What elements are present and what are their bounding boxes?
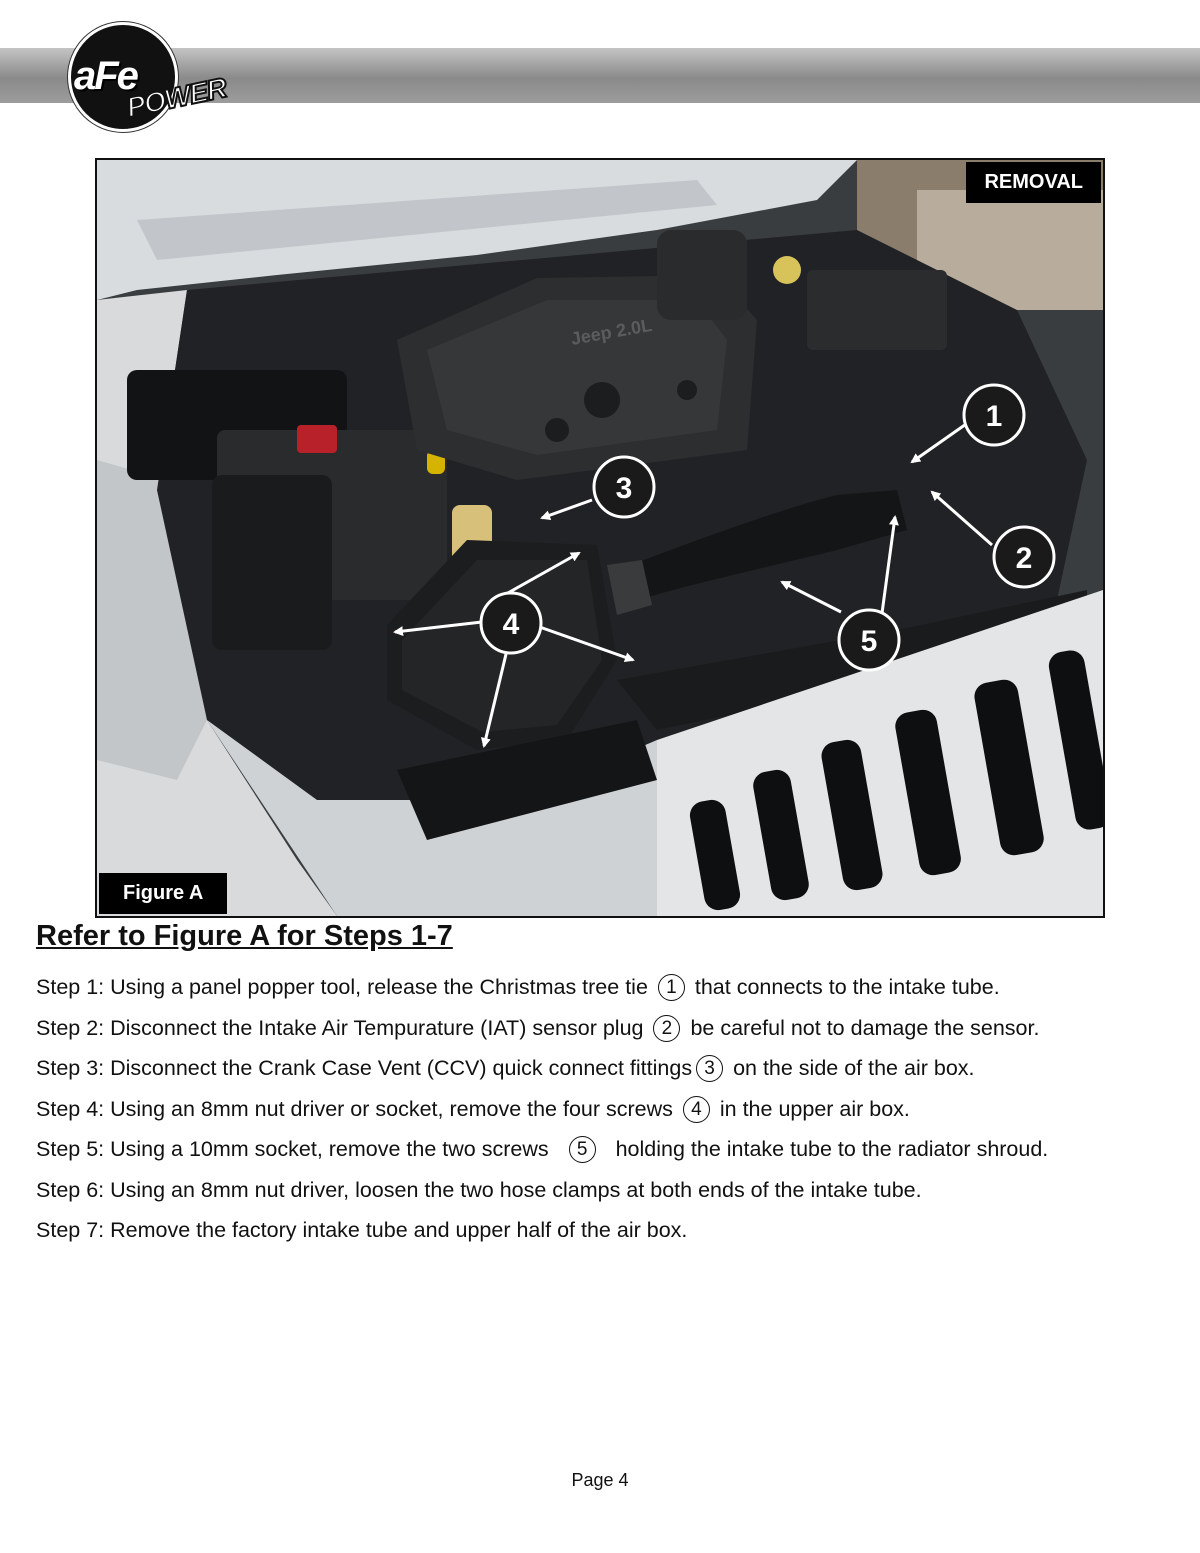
callout-4-label: 4 [502, 608, 520, 641]
step-1-callout: 1 [658, 974, 685, 1001]
callout-3 [594, 457, 654, 517]
step-7 [36, 1213, 1186, 1254]
step-2-text: Step 2: Disconnect the Intake Air Tempurature (IAT) sensor plug [36, 1015, 644, 1040]
section-heading: Refer to Figure A for Steps 1-7 [36, 920, 453, 952]
step-4 [36, 1092, 1186, 1133]
step-4-callout: 4 [683, 1096, 710, 1123]
step-4-text: Step 4: Using an 8mm nut driver or socket, remove the four screws [36, 1096, 673, 1121]
step-2-text-end: be careful not to damage the sensor. [690, 1015, 1040, 1040]
callout-2 [994, 527, 1054, 587]
step-5-callout: 5 [569, 1136, 596, 1163]
step-1-text-end: that connects to the intake tube. [694, 975, 1000, 999]
step-1 [36, 970, 1186, 1011]
engine-cover-text: Jeep 2.0L [569, 314, 654, 349]
removal-tag: REMOVAL [966, 162, 1101, 203]
callout-5-label: 5 [860, 625, 878, 658]
callout-1-label: 1 [985, 400, 1003, 433]
callout-2-label: 2 [1015, 542, 1033, 575]
step-2-callout: 2 [653, 1015, 680, 1042]
callout-5 [839, 610, 899, 670]
page-number: Page 4 [571, 1470, 629, 1490]
callout-1 [964, 385, 1024, 445]
step-4-text-end: in the upper air box. [719, 1096, 910, 1121]
step-6-text: Step 6: Using an 8mm nut driver, loosen the two hose clamps at both ends of the intake tube. [36, 1177, 922, 1202]
step-3-text-end: on the side of the air box. [733, 1056, 975, 1080]
step-3 [36, 1051, 1186, 1092]
step-5 [36, 1132, 1186, 1173]
afe-power-logo [68, 22, 238, 132]
steps-list [36, 970, 1186, 1254]
step-5-text: Step 5: Using a 10mm socket, remove the two screws [36, 1137, 549, 1161]
step-3-callout: 3 [696, 1055, 723, 1082]
callout-4 [481, 593, 541, 653]
logo-main-text: aFe [74, 54, 137, 98]
step-3-text: Step 3: Disconnect the Crank Case Vent (CCV) quick connect fittings [36, 1056, 693, 1080]
step-7-text: Step 7: Remove the factory intake tube and upper half of the air box. [36, 1218, 688, 1242]
step-1-text: Step 1: Using a panel popper tool, release the Christmas tree tie [36, 975, 648, 999]
step-5-text-end: holding the intake tube to the radiator shroud. [615, 1137, 1049, 1161]
callout-3-label: 3 [615, 472, 633, 505]
engine-bay-illustration [97, 160, 1103, 916]
step-6 [36, 1173, 1186, 1214]
step-2 [36, 1011, 1186, 1052]
figure-label: Figure A [99, 873, 227, 914]
logo-sub-text: POWER [123, 71, 229, 124]
engine-bay-photo [95, 158, 1105, 918]
